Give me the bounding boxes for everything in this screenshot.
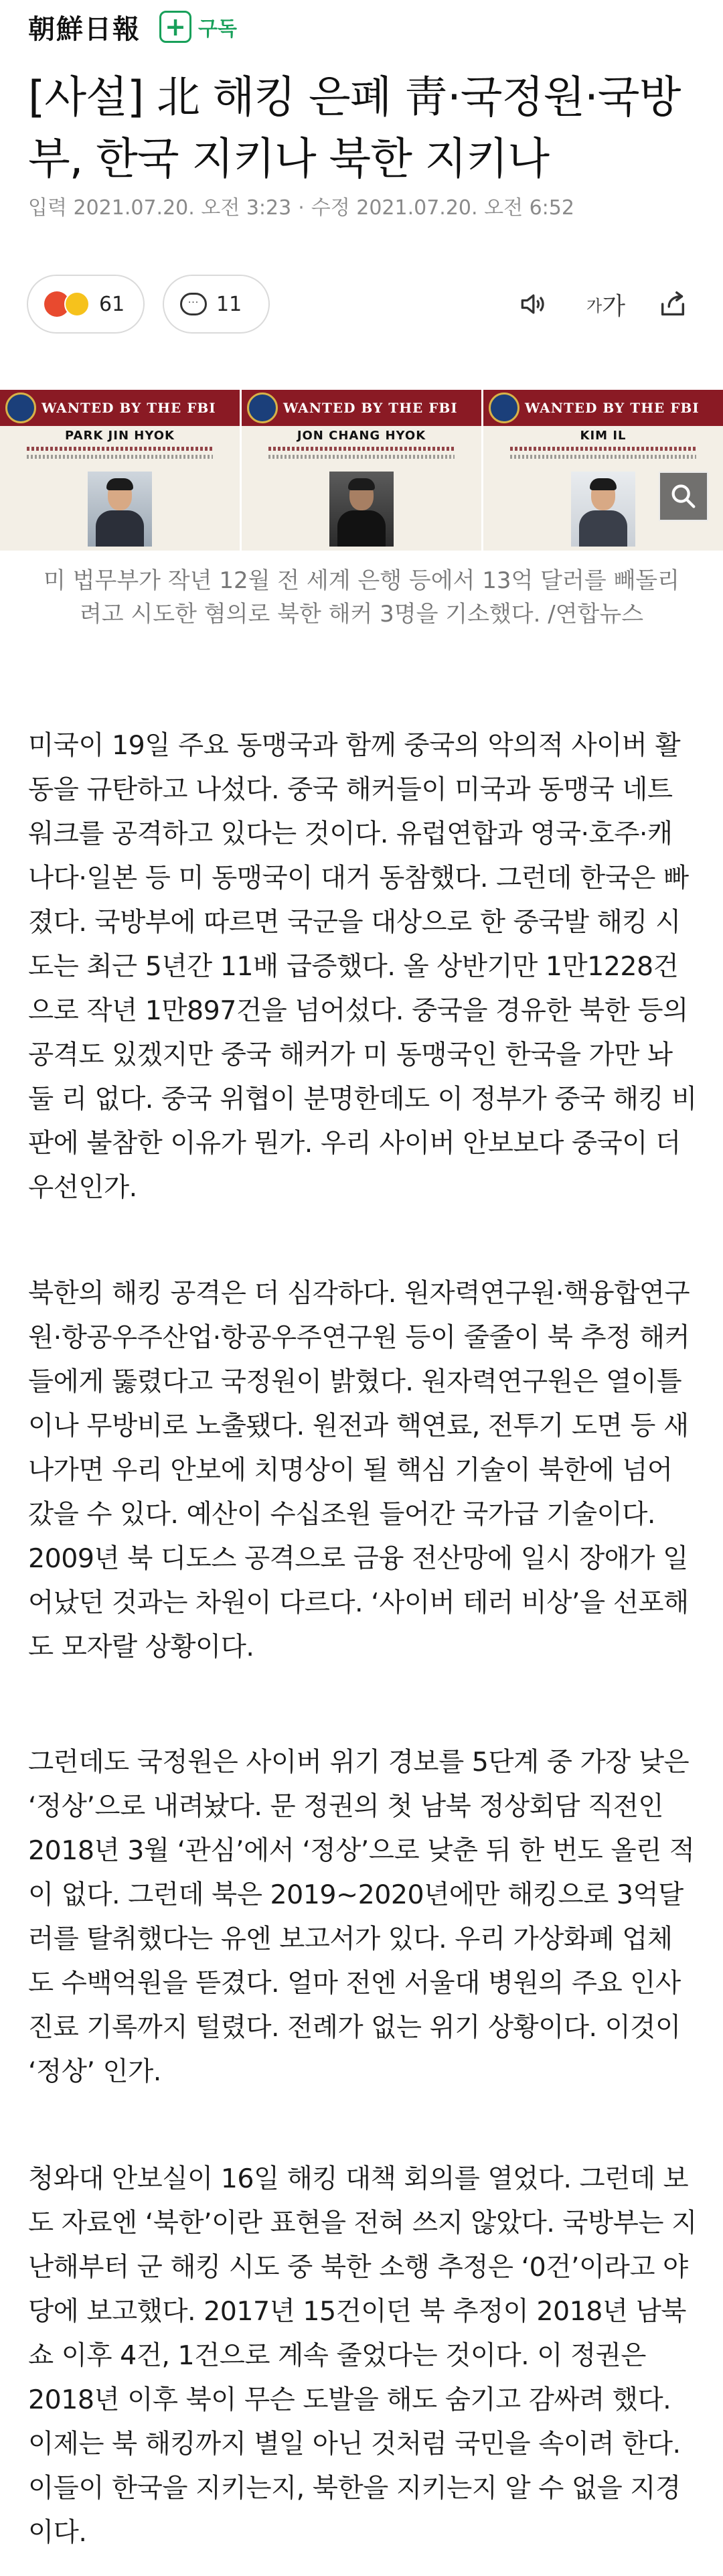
wanted-poster: [240, 390, 481, 551]
poster-name: KIM IL: [580, 429, 627, 443]
poster-name: PARK JIN HYOK: [65, 429, 175, 443]
article-paragraph: 청와대 안보실이 16일 해킹 대책 회의를 열었다. 그런데 보도 자료엔 ‘북한’이란 표현을 전혀 쓰지 않았다. 국방부는 지난해부터 군 해킹 시도 중 북한 소행 추정은 ‘0건’이라고 야당에 보고했다. 2017년 15건이던 북 추정이 2018년 남북 쇼 이후 4건, 1건으로 계속 줄었다는 것이다. 이 정권은 2018년 이후 북이 무슨 도발을 해도 숨기고 감싸려 했다. 이제는 북 해킹까지 별일 아닌 것처럼 국민을 속이려 한다. 이들이 한국을 지키는지, 북한을 지키는지 알 수 없을 지경이다.: [28, 2163, 697, 2548]
comment-button[interactable]: [163, 275, 270, 334]
poster-fine-print: [268, 447, 455, 451]
updated-time: 수정 2021.07.20. 오전 6:52: [311, 196, 574, 220]
article-photo[interactable]: [0, 390, 723, 551]
wanted-poster: [481, 390, 723, 551]
reaction-count: 61: [99, 292, 125, 316]
poster-fine-print: [27, 447, 213, 451]
suspect-portrait: [571, 472, 635, 547]
top-bar: [0, 0, 723, 54]
article-paragraph: 북한의 해킹 공격은 더 심각하다. 원자력연구원·핵융합연구원·항공우주산업·항공우주연구원 등이 줄줄이 북 추정 해커들에게 뚫렸다고 국정원이 밝혔다. 원자력연구원은 열이틀이나 무방비로 노출됐다. 원전과 핵연료, 전투기 도면 등 새 나가면 우리 안보에 치명상이 될 핵심 기술이 북한에 넘어갔을 수 있다. 예산이 수십조원 들어간 국가급 기술이다. 2009년 북 디도스 공격으로 금융 전산망에 일시 장애가 일어났던 것과는 차원이 다르다. ‘사이버 테러 비상’을 선포해도 모자랄 상황이다.: [28, 1278, 690, 1662]
published-time: 입력 2021.07.20. 오전 3:23: [28, 196, 292, 220]
reaction-button[interactable]: [27, 275, 145, 334]
poster-banner: WANTED BY THE FBI: [242, 390, 481, 426]
tts-button[interactable]: [512, 284, 552, 324]
share-button[interactable]: [653, 284, 693, 324]
fbi-seal-icon: [489, 392, 519, 423]
poster-fine-print: [27, 455, 213, 459]
poster-banner: WANTED BY THE FBI: [0, 390, 240, 426]
font-size-large-label: 가: [602, 292, 625, 320]
article-meta: [28, 191, 574, 220]
fbi-seal-icon: [5, 392, 36, 423]
poster-banner: WANTED BY THE FBI: [483, 390, 723, 426]
poster-fine-print: [268, 455, 455, 459]
article-actions: [27, 275, 696, 334]
speaker-icon: [517, 289, 547, 319]
poster-fine-print: [510, 447, 696, 451]
wanted-poster: [0, 390, 240, 551]
font-size-small-label: 가: [586, 296, 602, 315]
subscribe-label: 구독: [198, 17, 237, 41]
comment-icon: ···: [180, 293, 207, 315]
fbi-seal-icon: [247, 392, 278, 423]
suspect-portrait: [329, 472, 394, 547]
plus-icon: +: [159, 11, 191, 43]
comment-count: 11: [216, 292, 242, 316]
meta-separator: ·: [298, 196, 305, 220]
subscribe-button[interactable]: [159, 11, 237, 43]
suspect-portrait: [88, 472, 152, 547]
article-title: [사설] 北 해킹 은폐 靑·국정원·국방부, 한국 지키나 북한 지키나: [28, 72, 681, 184]
publisher-logo[interactable]: 朝鮮日報: [28, 13, 141, 45]
magnifier-icon: [668, 481, 699, 512]
photo-caption: 미 법무부가 작년 12월 전 세계 은행 등에서 13억 달러를 빼돌리려고 시도한 혐의로 북한 해커 3명을 기소했다. /연합뉴스: [43, 567, 679, 628]
smile-emoji-icon: [64, 291, 90, 317]
article-paragraph: 그런데도 국정원은 사이버 위기 경보를 5단계 중 가장 낮은 ‘정상’으로 내려놨다. 문 정권의 첫 남북 정상회담 직전인 2018년 3월 ‘관심’에서 ‘정상’으로 낮춘 뒤 한 번도 올린 적이 없다. 그런데 북은 2019~2020년에만 해킹으로 3억달러를 탈취했다는 유엔 보고서가 있다. 우리 가상화폐 업체도 수백억원을 뜯겼다. 얼마 전엔 서울대 병원의 주요 인사 진료 기록까지 털렸다. 전례가 없는 위기 상황이다. 이것이 ‘정상’ 인가.: [28, 1747, 695, 2087]
article-paragraph: 미국이 19일 주요 동맹국과 함께 중국의 악의적 사이버 활동을 규탄하고 나섰다. 중국 해커들이 미국과 동맹국 네트워크를 공격하고 있다는 것이다. 유럽연합과 영국·호주·캐나다·일본 등 미 동맹국이 대거 동참했다. 그런데 한국은 빠졌다. 국방부에 따르면 국군을 대상으로 한 중국발 해킹 시도는 최근 5년간 11배 급증했다. 올 상반기만 1만1228건으로 작년 1만897건을 넘어섰다. 중국을 경유한 북한 등의 공격도 있겠지만 중국 해커가 미 동맹국인 한국을 가만 놔둘 리 없다. 중국 위협이 분명한데도 이 정부가 중국 해킹 비판에 불참한 이유가 뭔가. 우리 사이버 안보보다 중국이 더 우선인가.: [28, 730, 697, 1203]
font-size-button[interactable]: [579, 284, 633, 324]
poster-fine-print: [510, 455, 696, 459]
poster-name: JON CHANG HYOK: [297, 429, 426, 443]
zoom-button[interactable]: [659, 472, 708, 521]
share-icon: [657, 289, 688, 319]
